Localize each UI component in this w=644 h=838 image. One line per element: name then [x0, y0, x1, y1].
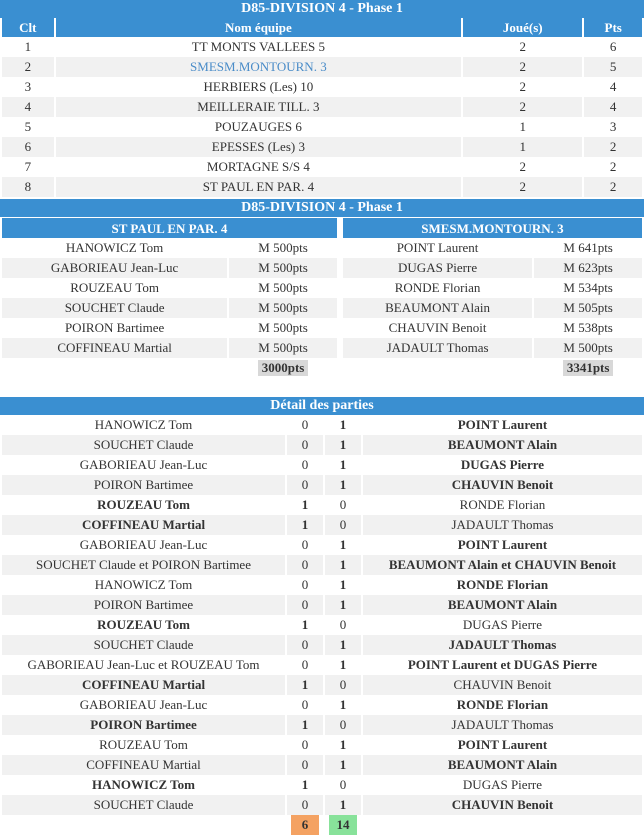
points-cell: 2 [584, 177, 642, 197]
game-away-player: JADAULT Thomas [363, 715, 642, 735]
game-away-score: 0 [325, 715, 361, 735]
played-cell: 2 [519, 159, 526, 174]
standings-row [2, 97, 642, 117]
standings-table [0, 18, 644, 197]
game-away-player: RONDE Florian [459, 497, 546, 512]
game-away-score: 0 [325, 515, 361, 535]
game-home-player: GABORIEAU Jean-Luc [79, 457, 208, 472]
game-home-player: SOUCHET Claude [2, 795, 285, 815]
game-row [2, 475, 642, 495]
standings-row [2, 77, 642, 97]
game-row [2, 795, 642, 815]
game-away-score: 1 [339, 697, 347, 712]
game-home-player: GABORIEAU Jean-Luc [79, 697, 208, 712]
game-row [2, 735, 642, 755]
game-home-score: 0 [301, 657, 309, 672]
game-row [2, 535, 642, 555]
game-row [2, 775, 642, 795]
game-row [2, 595, 642, 615]
played-cell: 2 [463, 57, 582, 77]
game-row [2, 435, 642, 455]
home-team-header: ST PAUL EN PAR. 4 [2, 218, 337, 238]
rank-cell: 2 [2, 57, 54, 77]
standings-row [2, 117, 642, 137]
game-away-player: POINT Laurent et DUGAS Pierre [407, 657, 598, 672]
match-title: D85-DIVISION 4 - Phase 1 [0, 199, 644, 217]
team-cell: ST PAUL EN PAR. 4 [56, 177, 461, 197]
rank-cell: 3 [24, 79, 32, 94]
standings-title: D85-DIVISION 4 - Phase 1 [0, 0, 644, 18]
team-cell: MEILLERAIE TILL. 3 [56, 97, 461, 117]
game-home-player: SOUCHET Claude [2, 435, 285, 455]
game-away-player: POINT Laurent [457, 417, 548, 432]
game-home-score: 0 [287, 635, 323, 655]
game-home-score: 0 [287, 435, 323, 455]
game-away-player: DUGAS Pierre [460, 457, 545, 472]
game-row [2, 415, 642, 435]
game-row [2, 755, 642, 775]
game-home-score: 1 [301, 617, 309, 632]
player-row [2, 258, 642, 278]
standings-row [2, 177, 642, 197]
game-home-player: ROUZEAU Tom [97, 617, 190, 632]
played-cell: 2 [463, 177, 582, 197]
played-cell: 2 [463, 97, 582, 117]
game-home-player: COFFINEAU Martial [2, 755, 285, 775]
rank-cell: 1 [24, 39, 32, 54]
game-home-player: HANOWICZ Tom [92, 777, 195, 792]
game-away-score: 1 [325, 435, 361, 455]
details-table [0, 415, 644, 835]
game-away-score: 1 [339, 577, 347, 592]
game-row [2, 515, 642, 535]
game-away-score: 1 [339, 537, 347, 552]
home-player-points: M 500pts [258, 320, 308, 335]
game-away-player: JADAULT Thomas [363, 635, 642, 655]
away-player-name: DUGAS Pierre [343, 258, 532, 278]
team-cell: POUZAUGES 6 [214, 119, 302, 134]
game-home-score: 1 [287, 715, 323, 735]
team-cell[interactable]: SMESM.MONTOURN. 3 [56, 57, 461, 77]
game-row [2, 615, 642, 635]
away-team-header: SMESM.MONTOURN. 3 [343, 218, 642, 238]
standings-row [2, 37, 642, 57]
game-away-player: POINT Laurent [457, 537, 548, 552]
points-cell: 6 [609, 39, 617, 54]
points-header: Pts [584, 18, 642, 37]
team-header: Nom équipe [56, 18, 461, 37]
game-row [2, 495, 642, 515]
player-row [2, 238, 642, 258]
rank-cell: 6 [2, 137, 54, 157]
rank-cell: 8 [2, 177, 54, 197]
details-title: Détail des parties [0, 397, 644, 415]
game-away-player: BEAUMONT Alain [363, 595, 642, 615]
away-player-points: M 505pts [534, 298, 642, 318]
game-away-score: 0 [325, 675, 361, 695]
game-home-score: 0 [287, 755, 323, 775]
player-row [2, 278, 642, 298]
game-home-player: POIRON Bartimee [2, 715, 285, 735]
game-home-score: 0 [301, 457, 309, 472]
away-player-points: M 623pts [534, 258, 642, 278]
game-away-score: 1 [325, 475, 361, 495]
away-player-name: RONDE Florian [394, 280, 481, 295]
game-row [2, 455, 642, 475]
game-home-player: GABORIEAU Jean-Luc [79, 537, 208, 552]
game-row [2, 675, 642, 695]
game-away-player: BEAUMONT Alain et CHAUVIN Benoit [363, 555, 642, 575]
player-row [2, 338, 642, 358]
home-player-name: HANOWICZ Tom [65, 240, 164, 255]
home-player-name: SOUCHET Claude [2, 298, 227, 318]
game-away-player: BEAUMONT Alain [363, 755, 642, 775]
game-away-player: CHAUVIN Benoit [363, 675, 642, 695]
rank-cell: 4 [2, 97, 54, 117]
away-player-points: M 500pts [534, 338, 642, 358]
home-player-points: M 500pts [229, 258, 337, 278]
home-player-name: GABORIEAU Jean-Luc [2, 258, 227, 278]
game-away-score: 1 [325, 795, 361, 815]
home-player-points: M 500pts [258, 280, 308, 295]
away-player-points: M 534pts [563, 280, 613, 295]
game-away-player: DUGAS Pierre [462, 617, 542, 632]
game-home-score: 1 [287, 515, 323, 535]
final-score-row [2, 815, 642, 835]
away-player-name: POINT Laurent [396, 240, 479, 255]
game-home-player: SOUCHET Claude [2, 635, 285, 655]
game-away-score: 0 [339, 777, 347, 792]
game-home-player: ROUZEAU Tom [97, 497, 190, 512]
played-header: Joué(s) [463, 18, 582, 37]
game-away-score: 1 [325, 755, 361, 775]
rank-cell: 5 [24, 119, 32, 134]
game-away-player: DUGAS Pierre [462, 777, 542, 792]
game-home-score: 0 [287, 555, 323, 575]
game-home-score: 1 [301, 497, 309, 512]
game-row [2, 555, 642, 575]
team-cell: MORTAGNE S/S 4 [206, 159, 310, 174]
home-player-points: M 500pts [229, 298, 337, 318]
game-away-score: 1 [339, 417, 347, 432]
game-away-player: JADAULT Thomas [363, 515, 642, 535]
game-home-player: SOUCHET Claude et POIRON Bartimee [2, 555, 285, 575]
points-cell: 3 [609, 119, 617, 134]
game-home-score: 0 [301, 537, 309, 552]
played-cell: 1 [463, 137, 582, 157]
game-home-player: POIRON Bartimee [2, 475, 285, 495]
away-player-name: CHAUVIN Benoit [388, 320, 487, 335]
game-away-score: 1 [325, 595, 361, 615]
game-row [2, 695, 642, 715]
game-home-player: COFFINEAU Martial [2, 675, 285, 695]
team-cell: TT MONTS VALLEES 5 [191, 39, 326, 54]
game-away-score: 1 [339, 457, 347, 472]
rank-cell: 7 [24, 159, 32, 174]
game-home-player: HANOWICZ Tom [94, 577, 193, 592]
points-cell: 4 [609, 79, 617, 94]
game-home-score: 0 [287, 595, 323, 615]
game-row [2, 635, 642, 655]
points-cell: 5 [584, 57, 642, 77]
standings-row [2, 137, 642, 157]
game-home-player: GABORIEAU Jean-Luc et ROUZEAU Tom [27, 657, 260, 672]
game-home-score: 0 [301, 737, 309, 752]
game-home-player: HANOWICZ Tom [94, 417, 193, 432]
game-away-player: BEAUMONT Alain [363, 435, 642, 455]
game-away-score: 1 [339, 737, 347, 752]
game-away-player: CHAUVIN Benoit [363, 795, 642, 815]
player-row [2, 298, 642, 318]
away-final-score: 14 [329, 815, 357, 835]
team-cell: HERBIERS (Les) 10 [203, 79, 314, 94]
game-home-score: 1 [301, 777, 309, 792]
game-away-score: 1 [325, 635, 361, 655]
game-home-player: ROUZEAU Tom [99, 737, 188, 752]
home-player-name: COFFINEAU Martial [2, 338, 227, 358]
game-away-score: 0 [339, 617, 347, 632]
away-total: 3341pts [563, 360, 614, 376]
game-home-score: 1 [287, 675, 323, 695]
game-away-player: CHAUVIN Benoit [363, 475, 642, 495]
game-row [2, 655, 642, 675]
points-cell: 4 [584, 97, 642, 117]
standings-row [2, 57, 642, 77]
away-player-points: M 641pts [563, 240, 613, 255]
game-away-player: POINT Laurent [457, 737, 548, 752]
game-away-score: 1 [325, 555, 361, 575]
home-player-name: POIRON Bartimee [64, 320, 165, 335]
game-away-player: RONDE Florian [456, 577, 549, 592]
game-home-score: 0 [301, 577, 309, 592]
played-cell: 2 [519, 39, 526, 54]
away-player-name: BEAUMONT Alain [343, 298, 532, 318]
standings-row [2, 157, 642, 177]
game-home-score: 0 [287, 475, 323, 495]
home-player-name: ROUZEAU Tom [70, 280, 159, 295]
game-away-score: 1 [339, 657, 347, 672]
game-row [2, 575, 642, 595]
game-home-player: POIRON Bartimee [2, 595, 285, 615]
away-player-name: JADAULT Thomas [343, 338, 532, 358]
game-home-score: 0 [301, 417, 309, 432]
match-table [0, 218, 644, 378]
away-player-points: M 538pts [563, 320, 613, 335]
player-row [2, 318, 642, 338]
game-row [2, 715, 642, 735]
home-player-points: M 500pts [258, 240, 308, 255]
home-player-points: M 500pts [229, 338, 337, 358]
totals-row [2, 358, 642, 378]
game-away-player: RONDE Florian [456, 697, 549, 712]
points-cell: 2 [584, 137, 642, 157]
home-total: 3000pts [258, 360, 309, 376]
points-cell: 2 [609, 159, 617, 174]
team-cell: EPESSES (Les) 3 [56, 137, 461, 157]
rank-header: Clt [2, 18, 54, 37]
game-home-player: COFFINEAU Martial [2, 515, 285, 535]
home-final-score: 6 [291, 815, 319, 835]
game-away-score: 0 [339, 497, 347, 512]
game-home-score: 0 [287, 795, 323, 815]
played-cell: 1 [519, 119, 526, 134]
game-home-score: 0 [301, 697, 309, 712]
played-cell: 2 [519, 79, 526, 94]
